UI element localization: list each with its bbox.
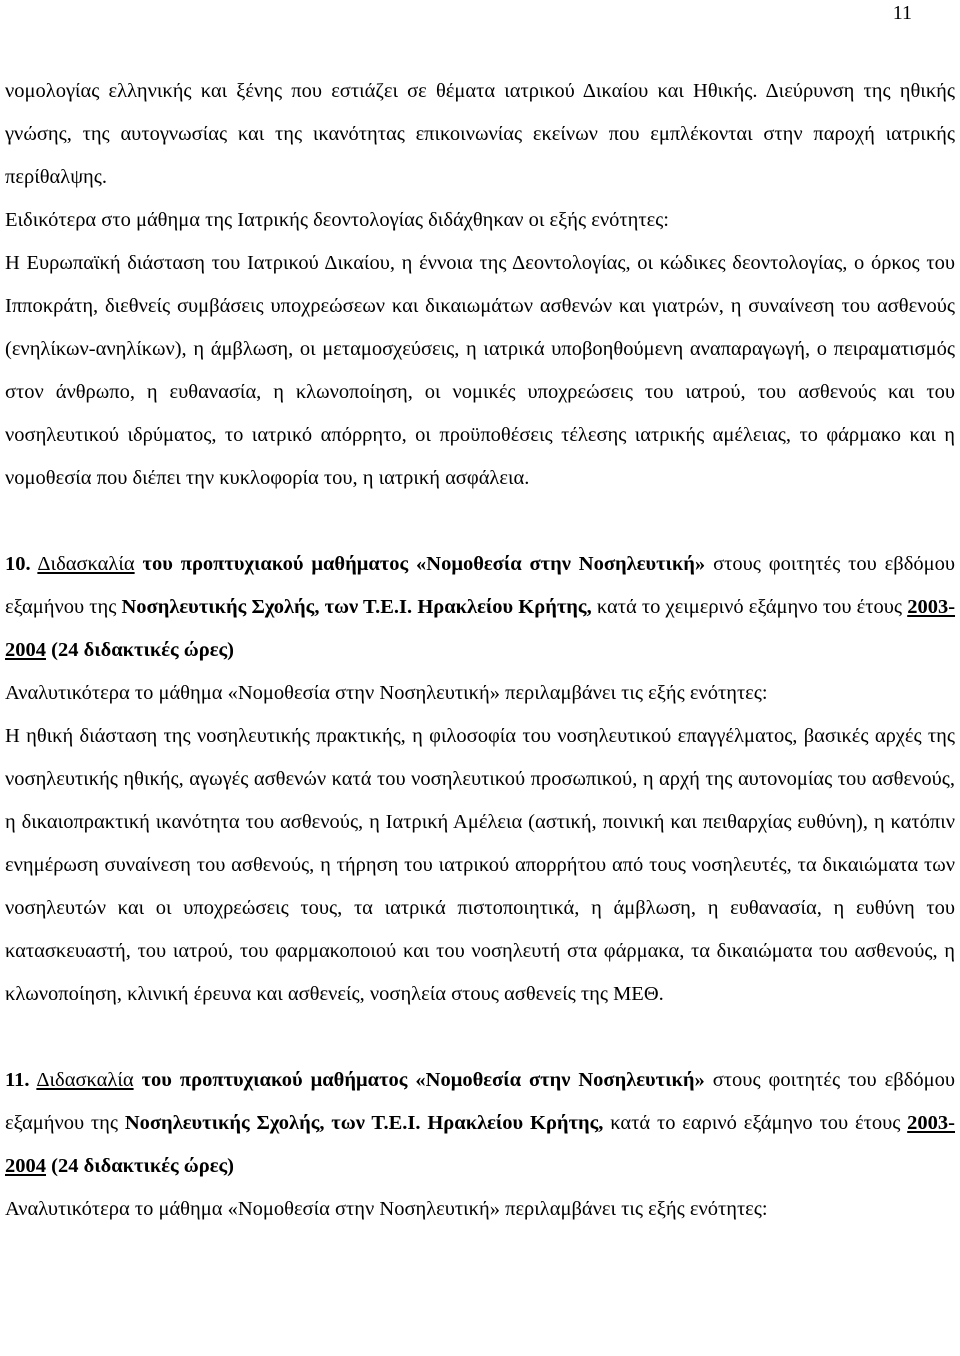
section-10-course-title: «Νομοθεσία στην Νοσηλευτική»	[416, 553, 706, 575]
section-spacer	[5, 1016, 955, 1059]
section-11-heading	[5, 1059, 955, 1188]
section-10-school: Νοσηλευτικής Σχολής, των Τ.Ε.Ι. Ηρακλείου Κρήτης,	[121, 596, 592, 618]
section-10-detail: Αναλυτικότερα το μάθημα «Νομοθεσία στην Νοσηλευτική» περιλαμβάνει τις εξής ενότητες:	[5, 682, 768, 704]
section-11-semester: κατά το εαρινό εξάμηνο του έτους	[610, 1112, 901, 1134]
section-11-hours: (24 διδακτικές ώρες)	[51, 1155, 234, 1177]
section-10-year: 2003-2004	[5, 596, 956, 661]
section-11-year: 2003-2004	[5, 1112, 955, 1177]
section-11-course-title: «Νομοθεσία στην Νοσηλευτική»	[415, 1069, 705, 1091]
section-11-school: Νοσηλευτικής Σχολής, των Τ.Ε.Ι. Ηρακλείου Κρήτης,	[124, 1112, 604, 1134]
section-11-detail: Αναλυτικότερα το μάθημα «Νομοθεσία στην Νοσηλευτική» περιλαμβάνει τις εξής ενότητες:	[5, 1198, 768, 1220]
section-10-teaching: Διδασκαλία	[37, 553, 135, 575]
ethics-topics-paragraph: Η Ευρωπαϊκή διάσταση του Ιατρικού Δικαίου, η έννοια της Δεοντολογίας, οι κώδικες δεοντολογίας, ο όρκος του Ιπποκράτη, διεθνείς συμβάσεις υποχρεώσεων και δικαιωμάτων ασθενών και γιατρών, η συναίνεση του ασθενούς (ενηλίκων-ανηλίκων), η άμβλωση, οι μεταμοσχεύσεις, η ιατρικά υποβοηθούμενη αναπαραγωγή, ο πειραματισμός στον άνθρωπο, η ευθανασία, η κλωνοποίηση, οι νομικές υποχρεώσεις του ιατρού, του ασθενούς και του νοσηλευτικού ιδρύματος, το ιατρικό απόρρητο, οι προϋποθέσεις τέλεσης ιατρικής αμέλειας, το φάρμακο και η νομοθεσία που διέπει την κυκλοφορία του, η ιατρική ασφάλεια.	[5, 252, 955, 489]
section-11-students: στους φοιτητές του εβδόμου εξαμήνου της	[5, 1069, 955, 1134]
section-10-semester: κατά το χειμερινό εξάμηνο του έτους	[596, 596, 903, 618]
section-spacer	[5, 500, 955, 543]
section-11-teaching: Διδασκαλία	[36, 1069, 134, 1091]
page-number: 11	[892, 2, 912, 24]
section-10-topics: Η ηθική διάσταση της νοσηλευτικής πρακτικής, η φιλοσοφία του νοσηλευτικού επαγγέλματος, βασικές αρχές της νοσηλευτικής ηθικής, αγωγές ασθενών κατά του νοσηλευτικού προσωπικού, η αρχή της αυτονομίας του ασθενούς, η δικαιοπρακτική ικανότητα του ασθενούς, η Ιατρική Αμέλεια (αστική, ποινική και πειθαρχίας ευθύνη), η κατόπιν ενημέρωση συναίνεση του ασθενούς, η τήρηση του ιατρικού απορρήτου από τους νοσηλευτές, τα δικαιώματα των νοσηλευτών και οι υποχρεώσεις τους, τα ιατρικά πιστοποιητικά, η άμβλωση, η ευθανασία, η ευθύνη του κατασκευαστή, του ιατρού, του φαρμακοποιού και του νοσηλευτή στα φάρμακα, τα δικαιώματα του ασθενούς, η κλωνοποίηση, κλινική έρευνα και ασθενείς, νοσηλεία στους ασθενείς της ΜΕΘ.	[5, 725, 955, 1005]
ethics-topics-heading: Ειδικότερα στο μάθημα της Ιατρικής δεοντολογίας διδάχθηκαν οι εξής ενότητες:	[5, 209, 669, 231]
section-10-students: στους φοιτητές του εβδόμου εξαμήνου της	[5, 553, 956, 618]
intro-paragraph: νομολογίας ελληνικής και ξένης που εστιάζει σε θέματα ιατρικού Δικαίου και Ηθικής. Διεύρυνση της ηθικής γνώσης, της αυτογνωσίας και της ικανότητας επικοινωνίας εκείνων που εμπλέκονται στην παροχή ιατρικής περίθαλψης.	[5, 80, 955, 188]
section-11-course-of: του προπτυχιακού μαθήματος	[141, 1069, 408, 1091]
section-10-hours: (24 διδακτικές ώρες)	[51, 639, 234, 661]
section-10-heading	[5, 543, 955, 672]
section-10-number: 10.	[5, 553, 31, 575]
section-11-number: 11.	[5, 1069, 30, 1091]
document-body	[5, 70, 955, 1231]
section-10-course-of: του προπτυχιακού μαθήματος	[142, 553, 409, 575]
